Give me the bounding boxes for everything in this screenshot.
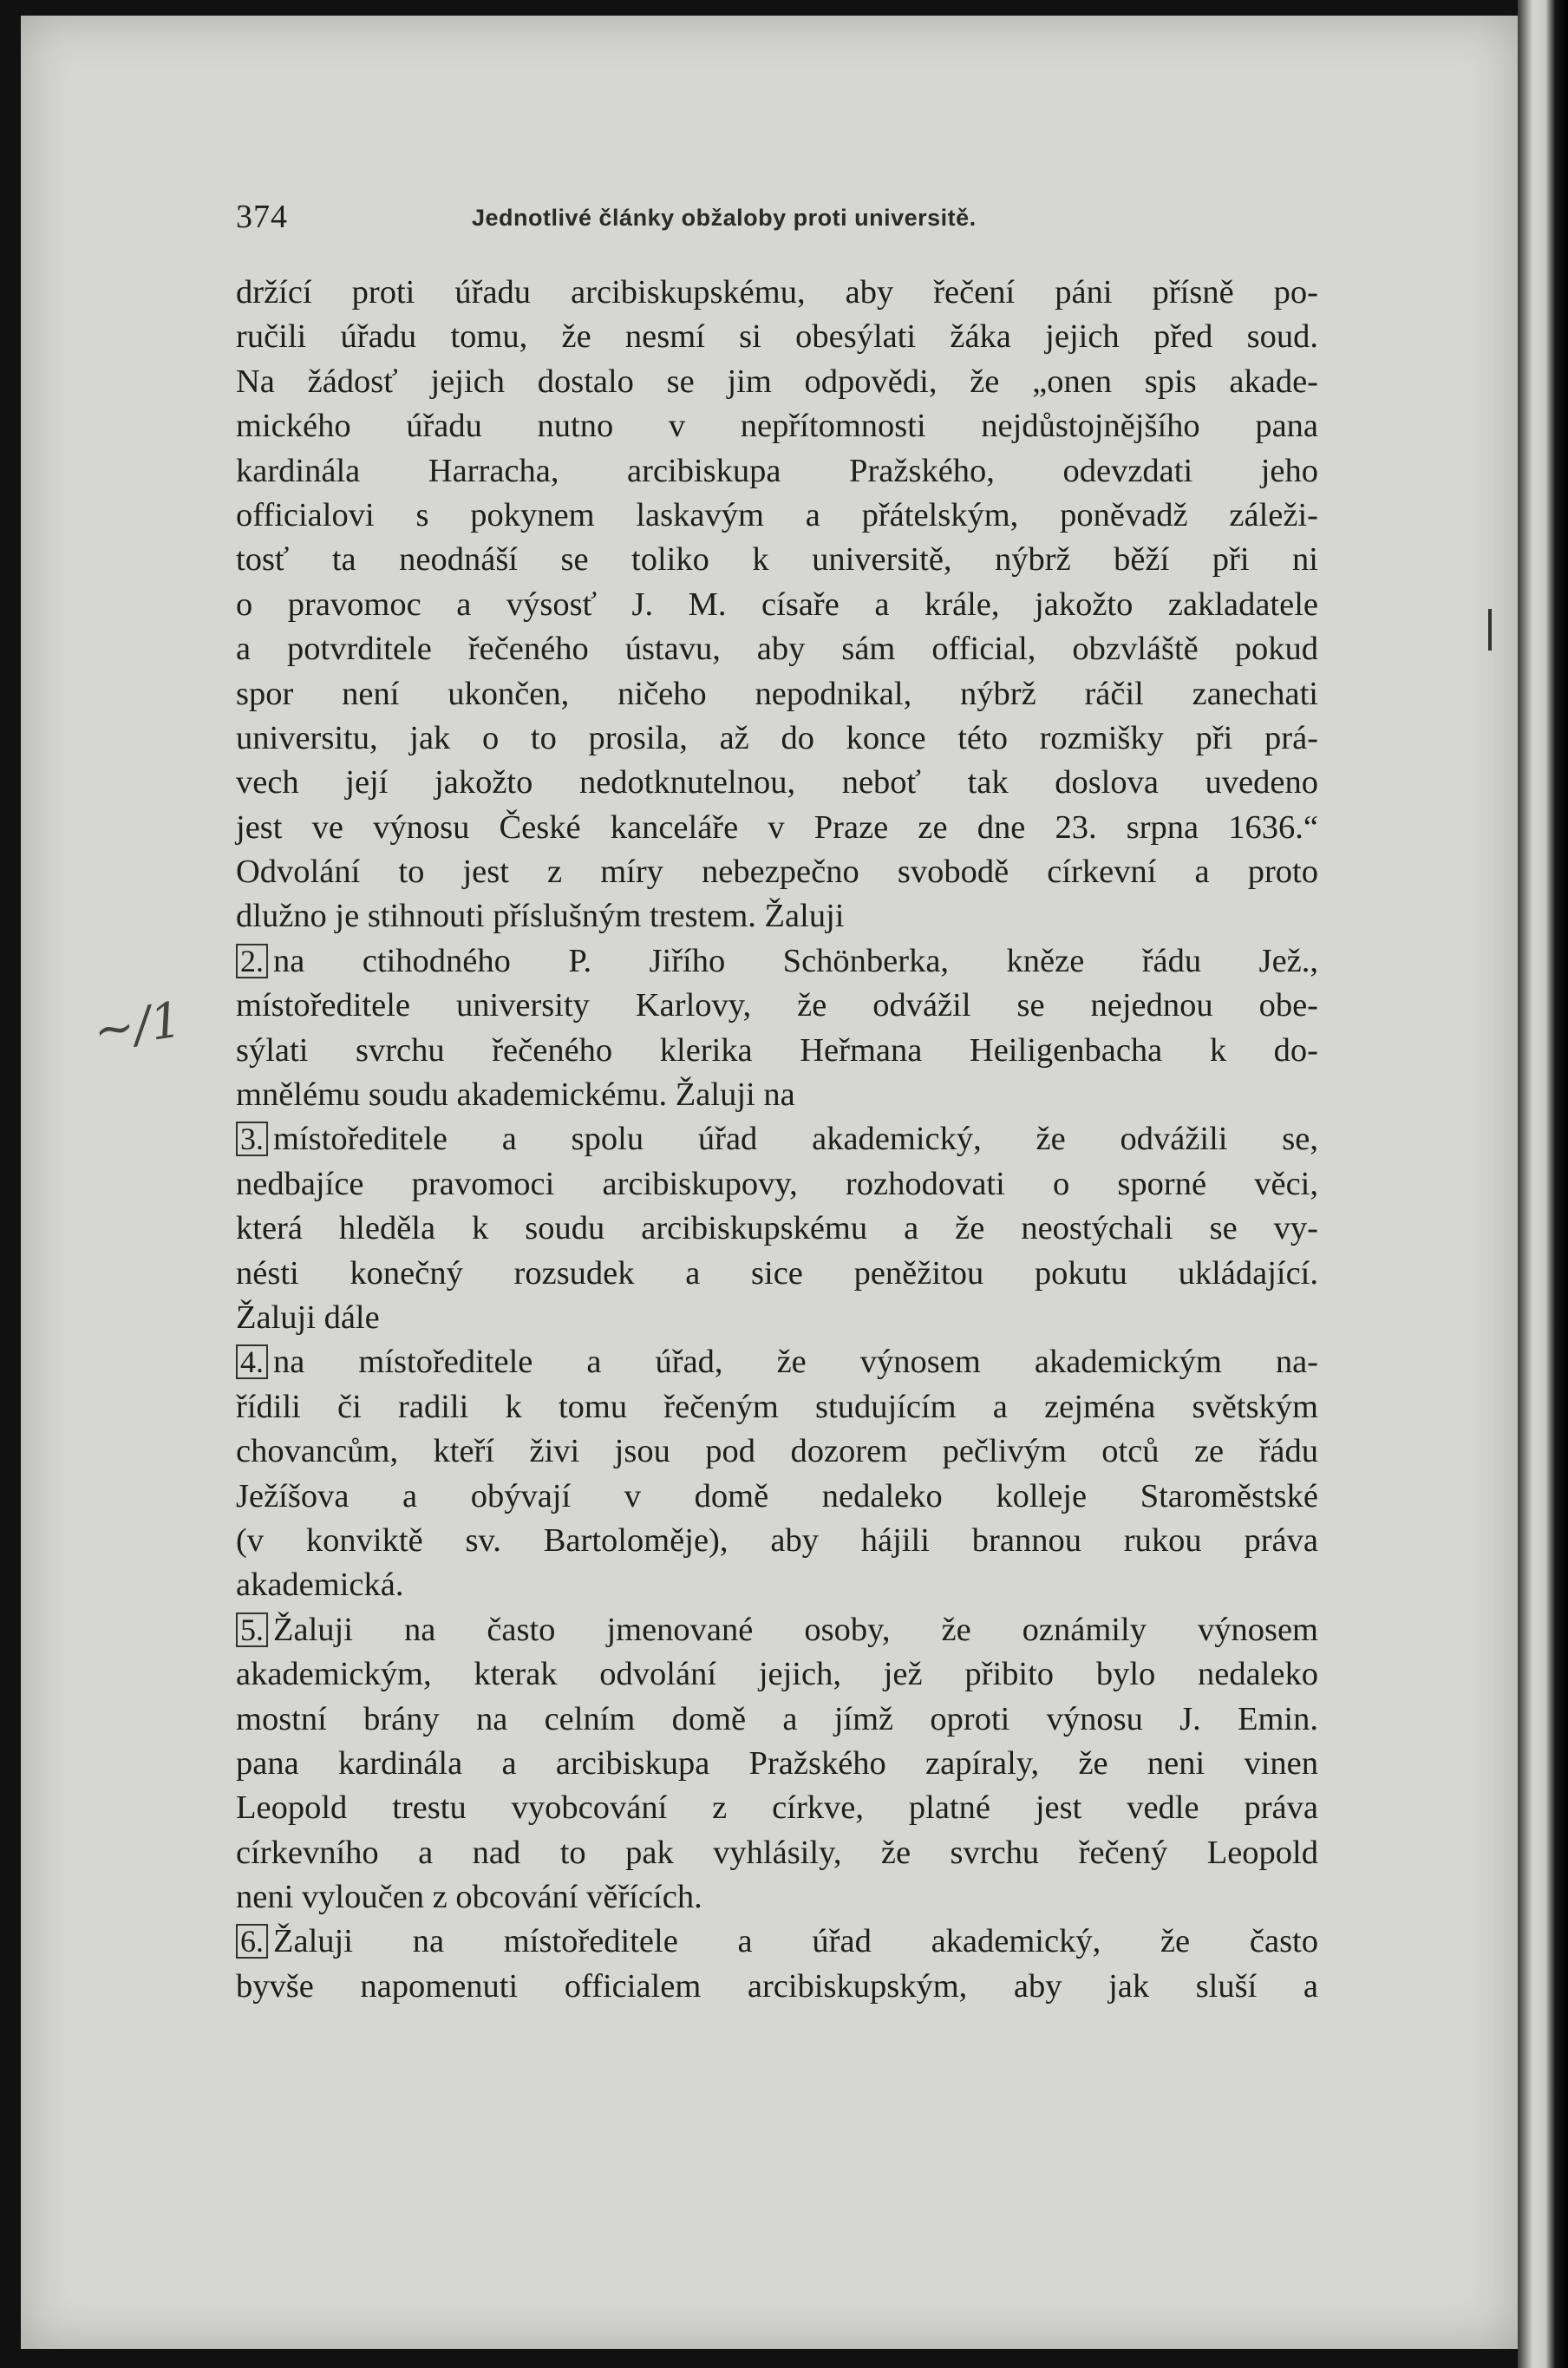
text-line xyxy=(236,1875,1318,1920)
text-line xyxy=(236,404,1318,448)
line-text: Na žádosť jejich dostalo se jim odpovědi, že „onen spis akade- xyxy=(236,363,1318,400)
text-line xyxy=(236,850,1318,894)
line-text: církevního a nad to pak vyhlásily, že svrchu řečený Leopold xyxy=(236,1834,1318,1871)
line-text: neni vyloučen z obcování věřících. xyxy=(236,1879,702,1916)
article-number-box: 4. xyxy=(236,1344,268,1379)
line-text: jest ve výnosu České kanceláře v Praze ze dne 23. srpna 1636.“ xyxy=(236,808,1318,846)
line-text: sýlati svrchu řečeného klerika Heřmana Heiligenbacha k do- xyxy=(236,1031,1318,1069)
line-text: nésti konečný rozsudek a sice peněžitou pokutu ukládající. xyxy=(236,1254,1318,1292)
text-line xyxy=(236,1563,1318,1607)
line-text: mnělému soudu akademickému. Žaluji na xyxy=(236,1076,795,1114)
text-line xyxy=(236,1920,1318,1964)
text-line xyxy=(236,761,1318,805)
text-line xyxy=(236,1385,1318,1429)
text-line xyxy=(236,1162,1318,1207)
page-number: 374 xyxy=(236,199,288,235)
text-line xyxy=(236,1340,1318,1384)
margin-annotation: ~/1 xyxy=(89,991,186,1060)
text-line xyxy=(236,672,1318,716)
text-line xyxy=(236,538,1318,582)
text-line xyxy=(236,1786,1318,1830)
line-text: (v konviktě sv. Bartoloměje), aby hájili brannou rukou práva xyxy=(236,1521,1318,1559)
line-text: Žaluji dále xyxy=(236,1298,380,1336)
line-text: spor není ukončen, ničeho nepodnikal, nýbrž ráčil zanechati xyxy=(236,675,1318,712)
line-text: Leopold trestu vyobcování z církve, platné jest vedle práva xyxy=(236,1789,1318,1827)
text-line xyxy=(236,1608,1318,1652)
text-line xyxy=(236,1698,1318,1742)
text-line xyxy=(236,1652,1318,1697)
line-text: nedbajíce pravomoci arcibiskupovy, rozhodovati o sporné věci, xyxy=(236,1165,1318,1202)
text-line xyxy=(236,939,1318,984)
line-text: officialovi s pokynem laskavým a přátelským, poněvadž záleži- xyxy=(236,496,1318,533)
text-line xyxy=(236,1475,1318,1519)
text-line xyxy=(236,449,1318,494)
text-line xyxy=(236,360,1318,404)
text-line xyxy=(236,1965,1318,2009)
line-text: a potvrditele řečeného ústavu, aby sám official, obzvláště pokud xyxy=(236,631,1318,668)
line-text: na místoředitele a úřad, že výnosem akademickým na- xyxy=(273,1344,1318,1381)
text-line xyxy=(236,1519,1318,1563)
text-line xyxy=(236,1429,1318,1474)
line-text: na ctihodného P. Jiřího Schönberka, kněze řádu Jež., xyxy=(273,942,1318,979)
line-text: pana kardinála a arcibiskupa Pražského zapíraly, že neni vinen xyxy=(236,1744,1318,1782)
article-number-box: 6. xyxy=(236,1924,268,1959)
text-line xyxy=(236,1117,1318,1161)
text-line xyxy=(236,894,1318,939)
text-line xyxy=(236,1029,1318,1073)
text-line xyxy=(236,315,1318,359)
text-line xyxy=(236,583,1318,627)
article-number-box: 2. xyxy=(236,944,268,978)
text-line xyxy=(236,1831,1318,1875)
line-text: Žaluji na často jmenované osoby, že oznámily výnosem xyxy=(273,1611,1318,1648)
line-text: která hleděla k soudu arcibiskupskému a že neostýchali se vy- xyxy=(236,1210,1318,1247)
line-text: tosť ta neodnáší se toliko k universitě, nýbrž běží při ni xyxy=(236,541,1318,579)
page-edge-shadow xyxy=(1518,0,1568,2368)
line-text: akademickým, kterak odvolání jejich, jež přibito bylo nedaleko xyxy=(236,1656,1318,1693)
line-text: chovancům, kteří živi jsou pod dozorem pečlivým otců ze řádu xyxy=(236,1433,1318,1470)
line-text: universitu, jak o to prosila, až do konce této rozmišky při prá- xyxy=(236,719,1318,756)
text-line xyxy=(236,1742,1318,1786)
text-line xyxy=(236,1073,1318,1117)
line-text: byvše napomenuti officialem arcibiskupským, aby jak sluší a xyxy=(236,1967,1318,2005)
text-line xyxy=(236,494,1318,538)
body-text xyxy=(236,271,1318,2009)
text-line xyxy=(236,716,1318,761)
text-line xyxy=(236,627,1318,671)
line-text: kardinála Harracha, arcibiskupa Pražského, odevzdati jeho xyxy=(236,452,1318,489)
line-text: vech její jakožto nedotknutelnou, neboť tak doslova uvedeno xyxy=(236,764,1318,801)
line-text: ručili úřadu tomu, že nesmí si obesýlati žáka jejich před soud. xyxy=(236,318,1318,356)
text-line xyxy=(236,271,1318,315)
line-text: držící proti úřadu arcibiskupskému, aby řečení páni přísně po- xyxy=(236,274,1318,311)
line-text: místoředitele university Karlovy, že odvážil se nejednou obe- xyxy=(236,987,1318,1024)
text-line xyxy=(236,984,1318,1028)
line-text: dlužno je stihnouti příslušným trestem. Žaluji xyxy=(236,898,845,935)
page-header xyxy=(236,198,1329,246)
text-line xyxy=(236,806,1318,850)
margin-mark xyxy=(1488,609,1492,651)
article-number-box: 5. xyxy=(236,1612,268,1647)
line-text: Odvolání to jest z míry nebezpečno svobodě církevní a proto xyxy=(236,854,1318,891)
article-number-box: 3. xyxy=(236,1122,268,1156)
line-text: o pravomoc a výsosť J. M. císaře a krále, jakožto zakladatele xyxy=(236,585,1318,623)
line-text: akademická. xyxy=(236,1567,404,1604)
line-text: mostní brány na celním domě a jímž oproti výnosu J. Emin. xyxy=(236,1700,1318,1737)
line-text: řídili či radili k tomu řečeným studujícím a zejména světským xyxy=(236,1388,1318,1425)
text-line xyxy=(236,1207,1318,1251)
line-text: Žaluji na místoředitele a úřad akademický, že často xyxy=(273,1923,1318,1960)
line-text: Ježíšova a obývají v domě nedaleko kolleje Staroměstské xyxy=(236,1477,1318,1514)
text-line xyxy=(236,1296,1318,1340)
running-title: Jednotlivé články obžaloby proti universitě. xyxy=(472,205,977,231)
line-text: mického úřadu nutno v nepřítomnosti nejdůstojnějšího pana xyxy=(236,408,1318,445)
text-line xyxy=(236,1252,1318,1296)
line-text: místoředitele a spolu úřad akademický, že odvážili se, xyxy=(273,1121,1318,1158)
